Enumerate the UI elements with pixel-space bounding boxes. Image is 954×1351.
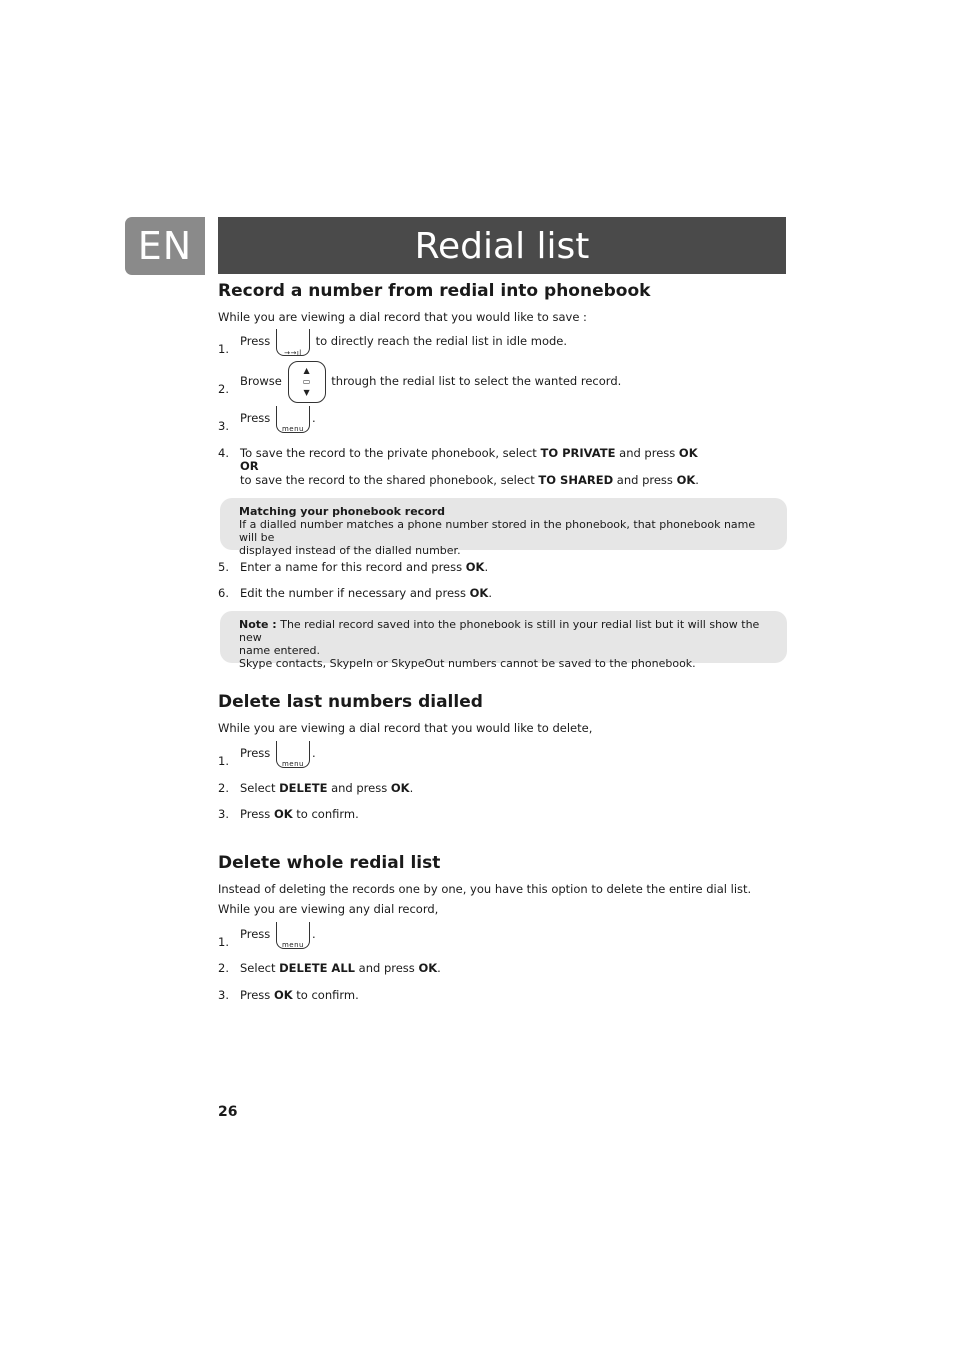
nav-key-icon (288, 361, 326, 403)
step-save-private (240, 446, 698, 460)
menu-key-label: menu (281, 941, 304, 949)
phonebook-icon: ▭ (302, 376, 311, 386)
language-tab: EN (125, 217, 205, 275)
menu-key-icon (276, 406, 310, 433)
step-select-delete (240, 781, 413, 795)
menu-key-icon (276, 922, 310, 949)
step-number: 1. (218, 935, 229, 949)
step-text: and press (358, 961, 415, 975)
up-arrow-icon: ▲ (303, 365, 310, 375)
section-heading-record: Record a number from redial into phonebook (218, 281, 651, 301)
step-text: . (488, 586, 492, 600)
section-heading-delete-last: Delete last numbers dialled (218, 692, 483, 712)
step-text: Select (240, 781, 276, 795)
step-text: Press (240, 334, 271, 348)
step-text: to confirm. (296, 807, 359, 821)
note-text: Skype contacts, SkypeIn or SkypeOut numbers cannot be saved to the phonebook. (239, 657, 696, 670)
step-text: Enter a name for this record and press (240, 560, 463, 574)
section1-intro: While you are viewing a dial record that you would like to save : (218, 310, 587, 324)
or-label (240, 459, 259, 473)
step-text: to directly reach the redial list in idle mode. (315, 334, 568, 348)
step-text: . (437, 961, 441, 975)
step-menu (240, 403, 316, 435)
step-text: Edit the number if necessary and press (240, 586, 466, 600)
note-content (239, 618, 769, 670)
step-save-shared (240, 473, 699, 487)
step-number: 2. (218, 382, 229, 396)
ok-key-label: OK (273, 988, 293, 1002)
tip-title: Matching your phonebook record (239, 505, 446, 518)
ok-key-label: OK (465, 560, 485, 574)
redial-arrows-icon: →→ıl (284, 349, 302, 357)
step-text: . (311, 411, 316, 425)
ok-key-label: OK (273, 807, 293, 821)
ok-key-label: OK (390, 781, 410, 795)
step-text: . (409, 781, 414, 795)
step-number: 2. (218, 781, 229, 795)
step-text: Browse (240, 374, 282, 388)
step-browse (240, 360, 621, 404)
redial-key-icon (276, 329, 310, 356)
note-text: The redial record saved into the phonebook is still in your redial list but it will show the new (239, 618, 760, 644)
step-number: 1. (218, 342, 229, 356)
step-enter-name (240, 560, 488, 574)
step-text: Press (240, 988, 271, 1002)
step-redial (240, 326, 567, 358)
tip-text: If a dialled number matches a phone number stored in the phonebook, that phonebook name will be (239, 518, 756, 544)
step-text: Select (240, 961, 276, 975)
ok-key-label: OK (469, 586, 489, 600)
option-delete: DELETE (279, 781, 328, 795)
step-number: 3. (218, 988, 229, 1002)
tip-box (220, 498, 787, 557)
step-text: . (311, 746, 316, 760)
section3-intro2: While you are viewing any dial record, (218, 902, 439, 916)
step-number: 6. (218, 586, 229, 600)
ok-key-label: OK (676, 473, 696, 487)
step-confirm (240, 807, 359, 821)
step-confirm (240, 988, 359, 1002)
section3-intro: Instead of deleting the records one by one, you have this option to delete the entire dial list. (218, 882, 752, 896)
step-number: 3. (218, 419, 229, 433)
section-heading-delete-whole: Delete whole redial list (218, 853, 441, 873)
page-number: 26 (218, 1104, 238, 1120)
step-text: Press (240, 807, 271, 821)
menu-key-label: menu (281, 425, 304, 433)
menu-key-label: menu (281, 760, 304, 768)
step-number: 5. (218, 560, 229, 574)
step-text: and press (331, 781, 388, 795)
option-to-private: TO PRIVATE (540, 446, 616, 460)
option-delete-all: DELETE ALL (279, 961, 355, 975)
step-text: to save the record to the shared phonebook, select (240, 473, 535, 487)
option-to-shared: TO SHARED (538, 473, 614, 487)
step-text: To save the record to the private phonebook, select (240, 446, 537, 460)
step-number: 2. (218, 961, 229, 975)
menu-key-icon (276, 741, 310, 768)
step-edit-number (240, 586, 492, 600)
step-text: . (311, 927, 316, 941)
down-arrow-icon: ▼ (303, 387, 310, 397)
note-label: Note : (239, 618, 277, 631)
step-number: 4. (218, 446, 229, 460)
note-text: name entered. (239, 644, 321, 657)
tip-text: displayed instead of the dialled number. (239, 544, 461, 557)
ok-key-label: OK (678, 446, 698, 460)
page-title: Redial list (218, 217, 786, 274)
step-text: and press (619, 446, 676, 460)
step-text: Press (240, 927, 271, 941)
step-text: Press (240, 411, 271, 425)
step-menu (240, 738, 316, 770)
step-text: to confirm. (296, 988, 359, 1002)
step-select-delete-all (240, 961, 441, 975)
step-number: 3. (218, 807, 229, 821)
step-text: through the redial list to select the wanted record. (331, 374, 622, 388)
note-box (220, 611, 787, 670)
step-text: and press (616, 473, 673, 487)
step-menu (240, 919, 316, 951)
step-number: 1. (218, 754, 229, 768)
or-text: OR (240, 459, 259, 473)
step-text: . (484, 560, 489, 574)
section2-intro: While you are viewing a dial record that you would like to delete, (218, 721, 593, 735)
ok-key-label: OK (418, 961, 438, 975)
tip-content (239, 505, 769, 557)
step-text: . (695, 473, 699, 487)
step-text: Press (240, 746, 271, 760)
